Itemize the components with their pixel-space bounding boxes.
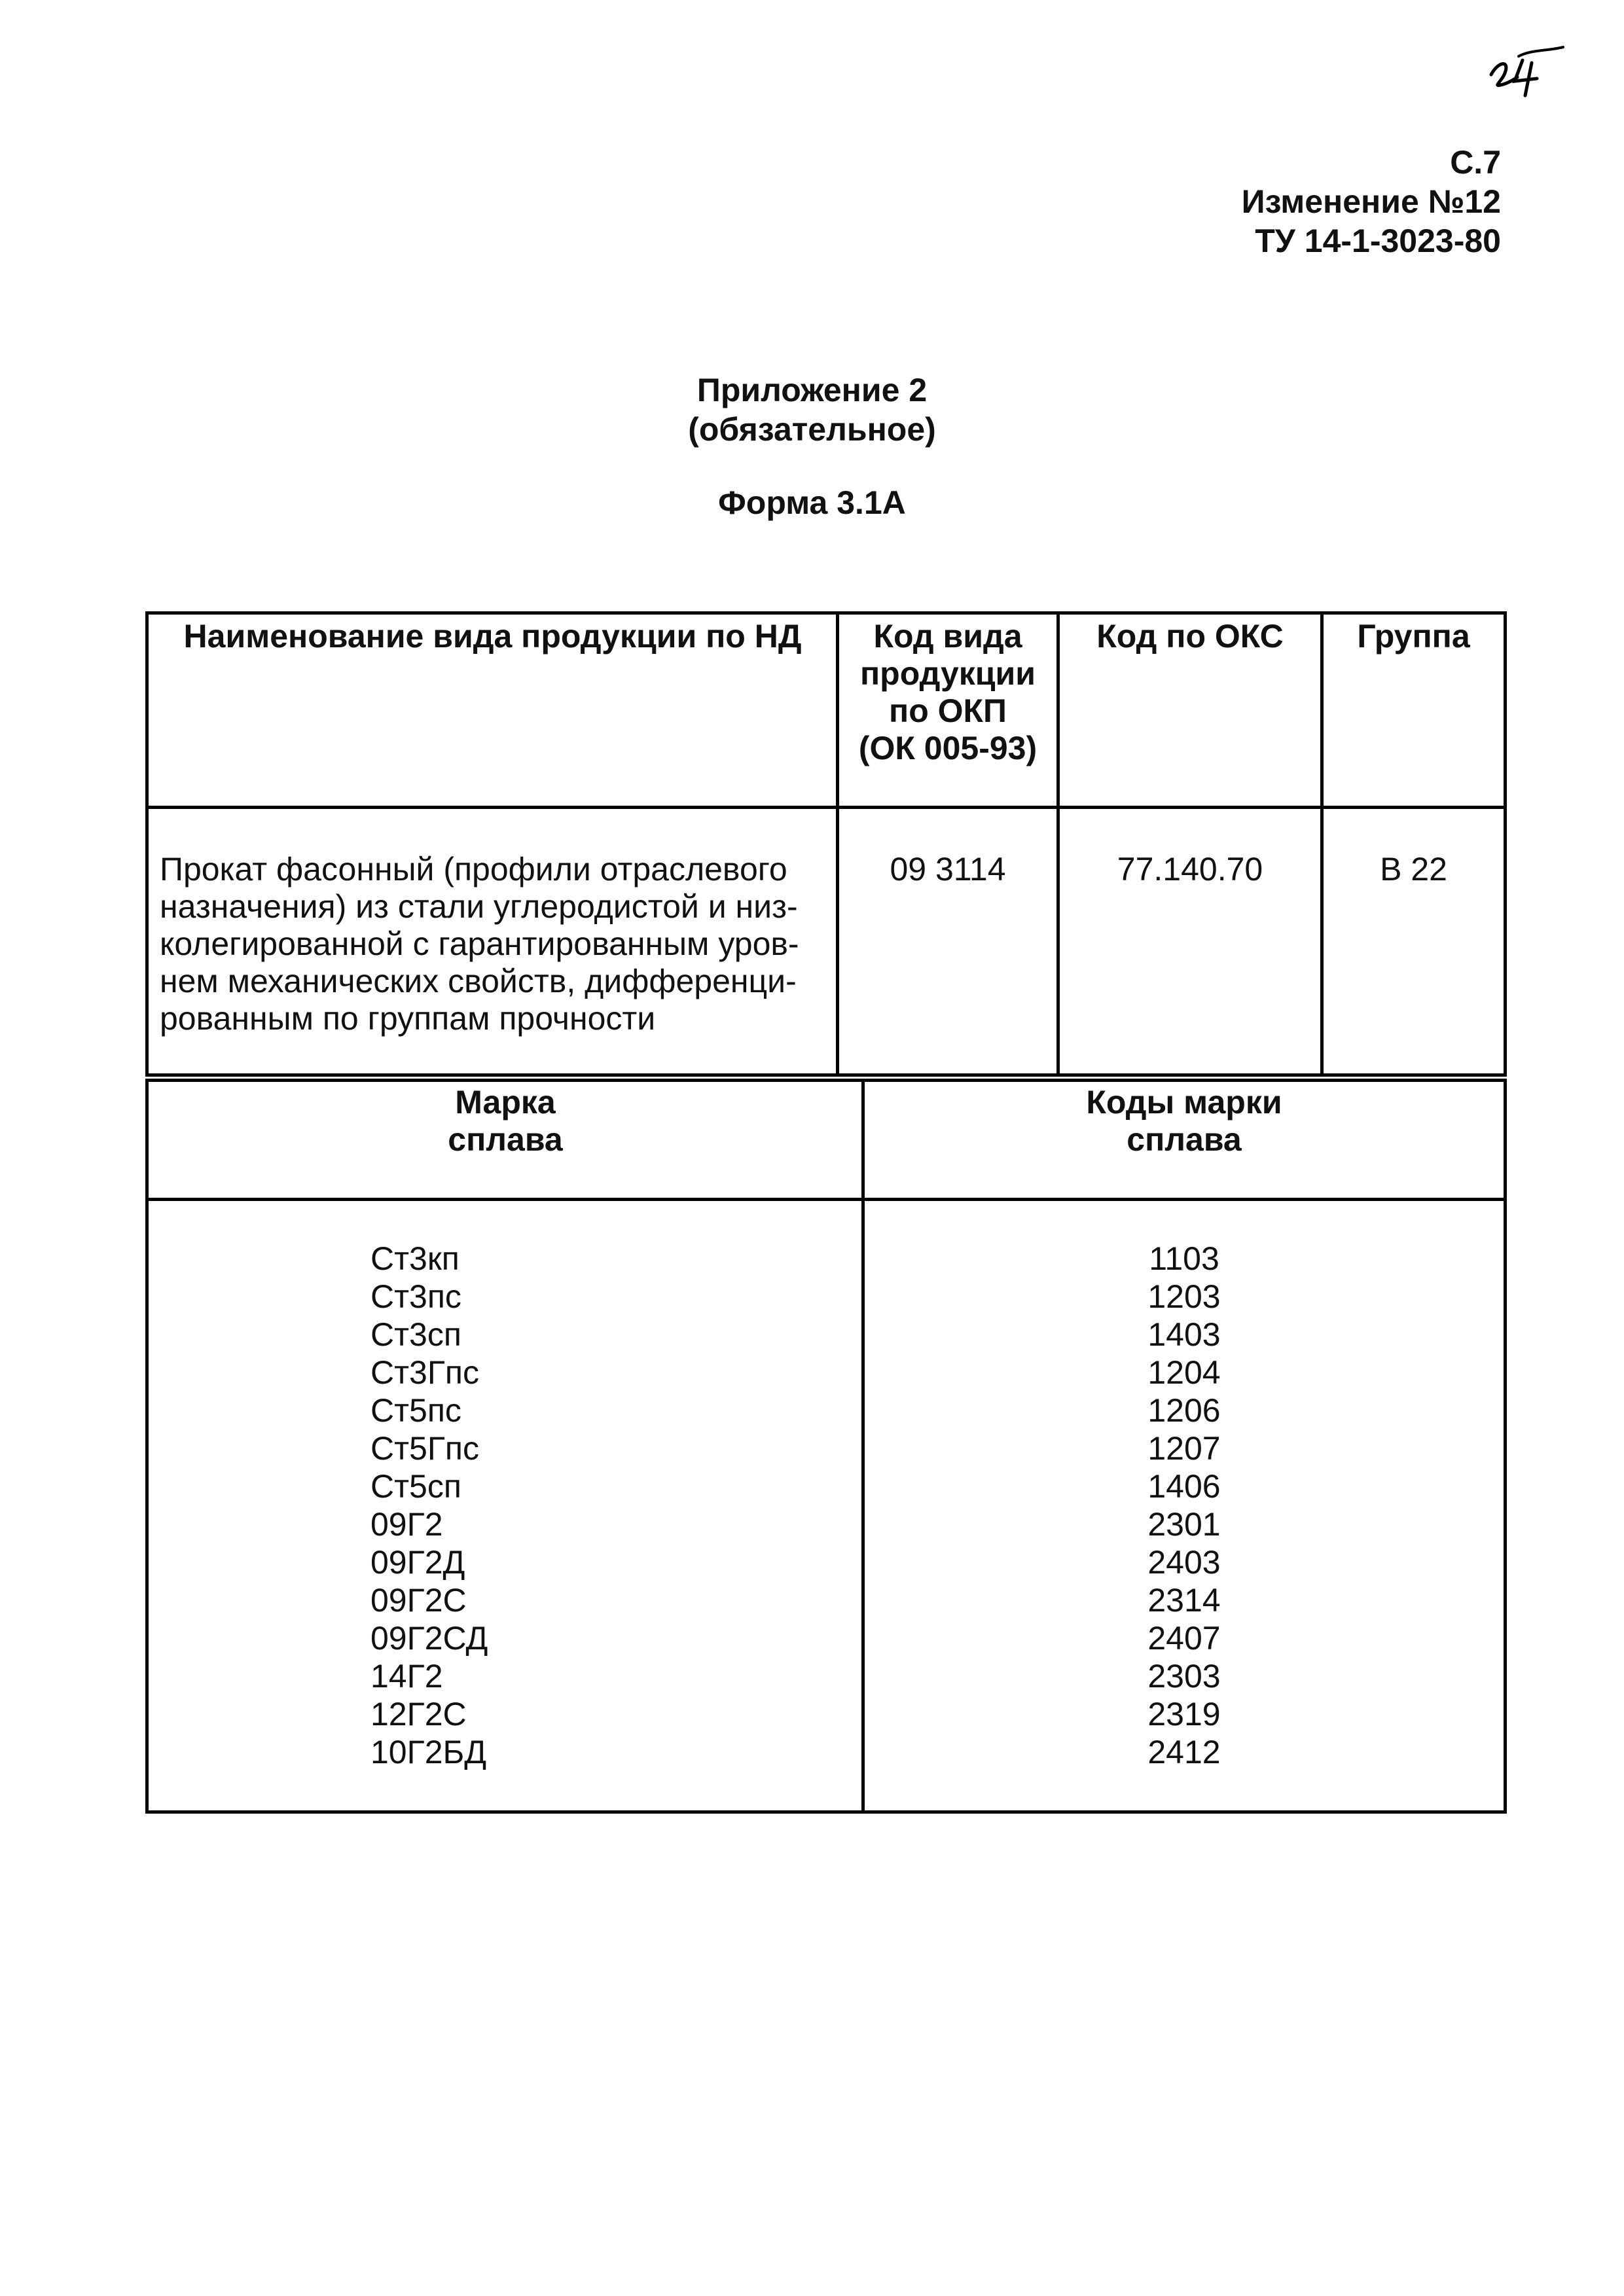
appendix-heading: [0, 370, 1624, 449]
code-item: 1207: [1147, 1430, 1221, 1467]
grade-item: Ст3сп: [370, 1316, 461, 1353]
grade-item: 09Г2С: [370, 1582, 467, 1619]
table1-border-right: [1504, 611, 1507, 1077]
code-list: [866, 1240, 1502, 1771]
code-item: 2319: [1147, 1696, 1221, 1732]
code-item: 1206: [1147, 1392, 1221, 1429]
form-title: Форма 3.1А: [718, 484, 906, 521]
table1-border-top: [145, 611, 1507, 615]
table1-product-name: Прокат фасонный (профили отраслевого назначения) из стали углеродистой и низ- колегированной с гарантированным уров- нем механических свойств, дифференци- рованным по группам прочности: [160, 851, 799, 1037]
grade-list: [370, 1240, 488, 1771]
code-item: 2303: [1147, 1658, 1221, 1695]
code-item: 1204: [1147, 1354, 1221, 1391]
page-label: С.7: [1450, 144, 1501, 181]
appendix-subtitle: (обязательное): [688, 411, 936, 448]
handwritten-page-number: [1485, 41, 1570, 99]
code-item: 1406: [1147, 1468, 1221, 1505]
table2-border-bottom: [145, 1810, 1507, 1814]
change-label: Изменение №12: [1241, 183, 1501, 220]
table1-header-okp: Код вида продукции по ОКП (ОК 005-93): [858, 618, 1038, 766]
grade-item: Ст5пс: [370, 1392, 461, 1429]
table2-header-code: Коды марки сплава: [1086, 1084, 1282, 1158]
code-item: 2407: [1147, 1620, 1221, 1657]
table2-border-right: [1504, 1079, 1507, 1814]
grade-item: Ст3Гпс: [370, 1354, 479, 1391]
code-item: 2412: [1147, 1734, 1221, 1770]
table2-col-divider: [861, 1079, 865, 1814]
code-item: 2403: [1147, 1544, 1221, 1581]
table1-oks-code: 77.140.70: [1117, 851, 1263, 888]
code-item: 1403: [1147, 1316, 1221, 1353]
table2-header-divider: [145, 1198, 1507, 1201]
document-header: [1242, 143, 1501, 260]
spec-label: ТУ 14-1-3023-80: [1255, 223, 1501, 259]
grade-item: 14Г2: [370, 1658, 443, 1695]
code-item: 1103: [1149, 1240, 1219, 1277]
grade-item: Ст3кп: [370, 1240, 460, 1277]
table2-border-top: [145, 1079, 1507, 1082]
table1-col-divider-1: [836, 611, 839, 1077]
grade-item: 09Г2СД: [370, 1620, 488, 1657]
table1-header-group: Группа: [1357, 618, 1470, 655]
code-item: 2301: [1147, 1506, 1221, 1543]
table1-header-name: Наименование вида продукции по НД: [183, 618, 802, 655]
code-item: 2314: [1147, 1582, 1221, 1619]
grade-item: 09Г2: [370, 1506, 443, 1543]
table2-header-grade: Марка сплава: [448, 1084, 563, 1158]
grade-item: 09Г2Д: [370, 1544, 465, 1581]
table1-col-divider-3: [1320, 611, 1324, 1077]
appendix-title: Приложение 2: [696, 372, 928, 408]
grade-item: Ст3пс: [370, 1278, 461, 1315]
table1-okp-code: 09 3114: [890, 851, 1006, 888]
table1-border-bottom: [145, 1073, 1507, 1077]
table2-border-left: [145, 1079, 149, 1814]
table1-header-oks: Код по ОКС: [1096, 618, 1284, 655]
table1-col-divider-2: [1056, 611, 1060, 1077]
grade-item: 10Г2БД: [370, 1734, 487, 1770]
table1-group-code: В 22: [1380, 851, 1447, 888]
grade-item: 12Г2С: [370, 1696, 467, 1732]
grade-item: Ст5сп: [370, 1468, 461, 1505]
code-item: 1203: [1147, 1278, 1221, 1315]
grade-item: Ст5Гпс: [370, 1430, 479, 1467]
table1-header-divider: [145, 806, 1507, 809]
table1-border-left: [145, 611, 149, 1077]
